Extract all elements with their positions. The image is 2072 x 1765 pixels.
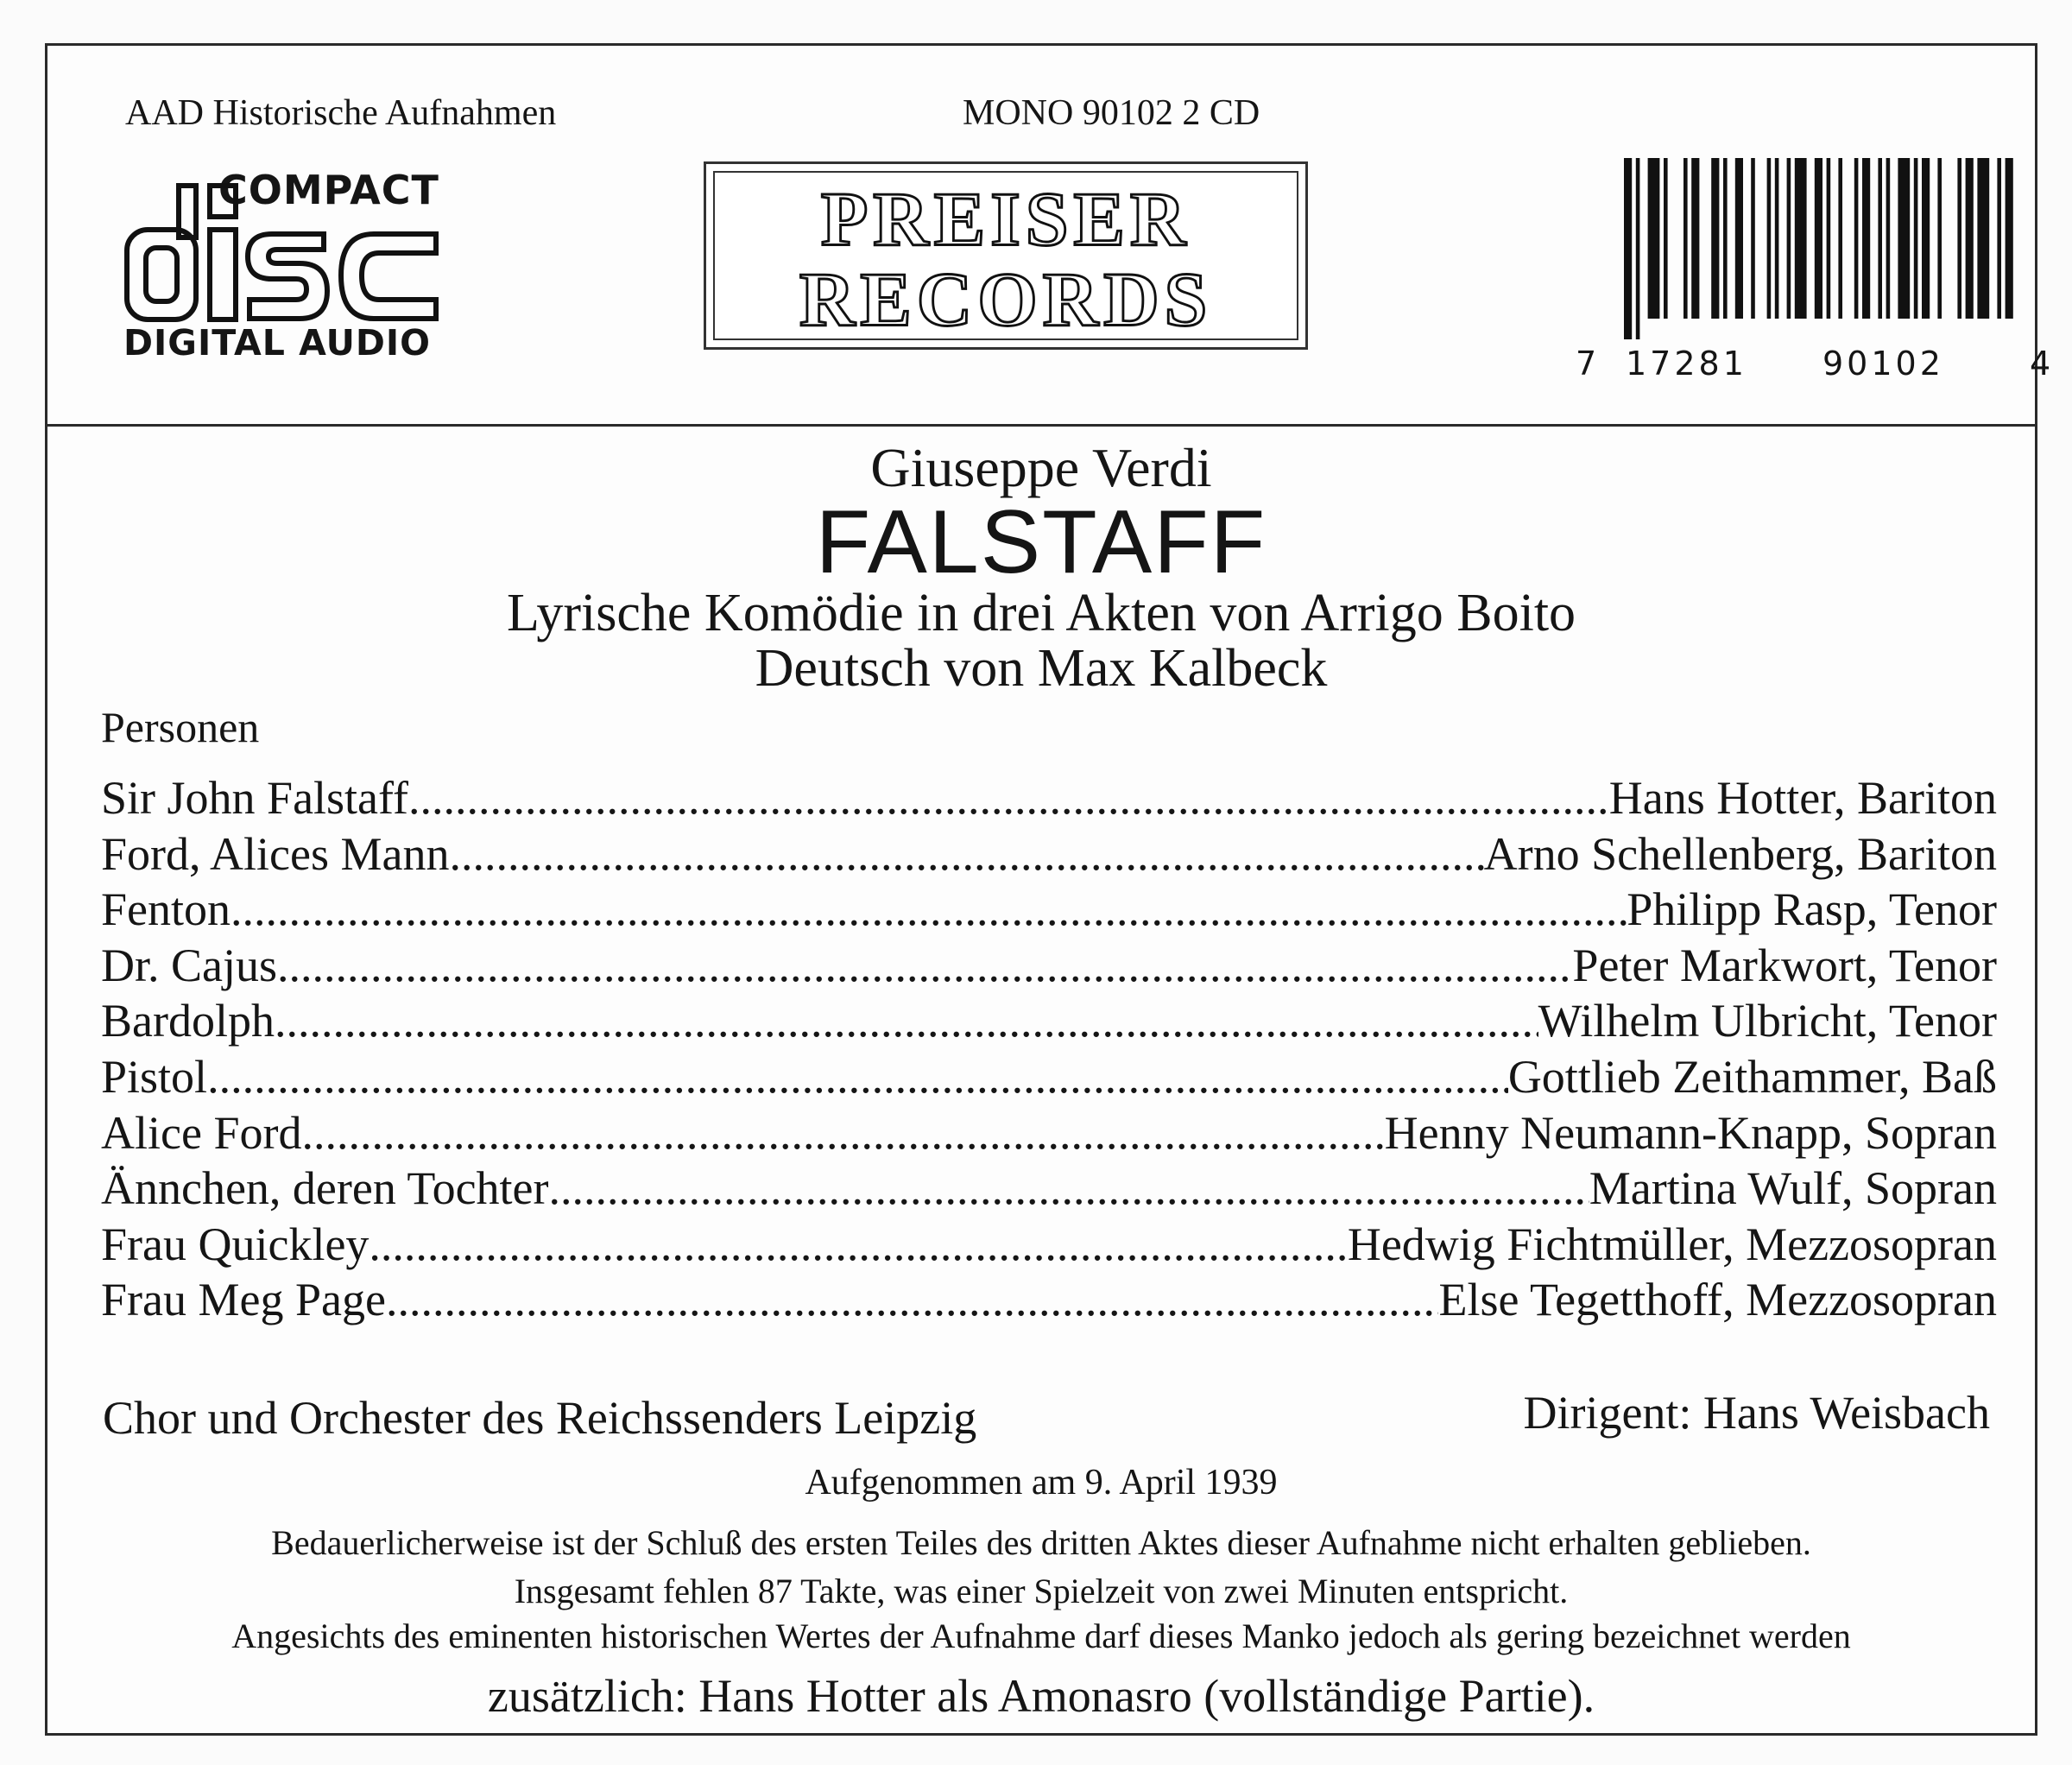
cast-row [101, 1106, 1997, 1162]
translation-credit: Deutsch von Max Kalbeck [755, 639, 1328, 698]
catalog-number: MONO 90102 2 CD [963, 93, 1260, 133]
barcode-bar [1735, 158, 1743, 319]
barcode-bar [1997, 158, 2001, 319]
barcode-bars [1576, 158, 2050, 339]
cast-row [101, 827, 1997, 883]
logo-line-preiser: PREISER [820, 176, 1191, 263]
barcode-bar [2006, 158, 2013, 319]
composer: Giuseppe Verdi [870, 437, 1212, 498]
barcode-bar [1711, 158, 1719, 319]
cast-list [101, 771, 1997, 1329]
barcode-bar [1815, 158, 1822, 319]
cast-row [101, 939, 1997, 995]
cast-role: Alice Ford [101, 1106, 302, 1159]
cast-role: Ännchen, deren Tochter [101, 1162, 549, 1215]
cast-role: Bardolph [101, 995, 275, 1047]
barcode-bar [1636, 158, 1640, 339]
cast-row [101, 882, 1997, 939]
barcode-bar [1966, 158, 1974, 319]
cast-singer: Wilhelm Ulbricht, Tenor [1538, 995, 1997, 1047]
cast-heading: Personen [101, 703, 260, 751]
cast-row [101, 1273, 1997, 1329]
barcode-bar [1648, 158, 1660, 319]
cast-role: Dr. Cajus [101, 939, 278, 991]
cast-singer: Martina Wulf, Sopran [1589, 1162, 1997, 1215]
barcode-bar [1795, 158, 1807, 319]
barcode-bar [1914, 158, 1918, 319]
barcode-bar [1624, 158, 1632, 339]
barcode [1576, 158, 2050, 387]
bonus-note: zusätzlich: Hans Hotter als Amonasro (vollständige Partie). [487, 1670, 1595, 1722]
header-divider [47, 424, 2035, 427]
series-label: AAD Historische Aufnahmen [125, 93, 557, 133]
barcode-bar [1767, 158, 1772, 319]
conductor-credit: Dirigent: Hans Weisbach [1523, 1387, 1990, 1439]
preiser-records-logo [704, 161, 1308, 350]
cd-logo-compact-text: COMPACT [218, 167, 439, 213]
barcode-first-digit: 7 [1576, 345, 1597, 383]
barcode-bar [1723, 158, 1728, 319]
opera-title: FALSTAFF [815, 492, 1267, 592]
barcode-bar [1751, 158, 1755, 319]
barcode-bar [1922, 158, 1930, 319]
note-line-3: Angesichts des eminenten historischen Wertes der Aufnahme darf dieses Manko jedoch als gering bezeichnet werden [231, 1616, 1851, 1655]
barcode-group-1: 17281 [1626, 345, 1747, 383]
cast-role: Frau Quickley [101, 1218, 370, 1270]
barcode-bar [1862, 158, 1870, 319]
barcode-bar [1854, 158, 1859, 319]
cast-role: Sir John Falstaff [101, 772, 409, 824]
recording-date: Aufgenommen am 9. April 1939 [805, 1463, 1278, 1502]
barcode-bar [1886, 158, 1891, 319]
opera-subtitle: Lyrische Komödie in drei Akten von Arrigo Boito [506, 584, 1576, 642]
barcode-bar [1684, 158, 1688, 319]
barcode-bar [1787, 158, 1791, 319]
barcode-bar [1977, 158, 1989, 319]
cast-singer: Philipp Rasp, Tenor [1627, 883, 1997, 936]
cast-singer: Peter Markwort, Tenor [1572, 939, 1997, 991]
cast-singer: Else Tegetthoff, Mezzosopran [1438, 1274, 1997, 1326]
barcode-bar [1838, 158, 1842, 319]
barcode-bar [1898, 158, 1910, 319]
barcode-group-2: 90102 [1822, 345, 1944, 383]
cast-row [101, 1050, 1997, 1106]
cast-row [101, 771, 1997, 827]
cast-role: Ford, Alices Mann [101, 827, 450, 880]
barcode-bar [1775, 158, 1779, 319]
barcode-bar [1827, 158, 1831, 319]
cast-role: Pistol [101, 1050, 208, 1103]
compact-disc-logo [123, 167, 443, 370]
cast-singer: Gottlieb Zeithammer, Baß [1507, 1050, 1997, 1103]
cast-row [101, 1161, 1997, 1218]
cast-role: Fenton [101, 883, 231, 936]
barcode-last-digit: 4 [2030, 345, 2051, 383]
cd-logo-digital-audio-text: DIGITAL AUDIO [123, 322, 432, 364]
note-line-2: Insgesamt fehlen 87 Takte, was einer Spielzeit von zwei Minuten entspricht. [514, 1572, 1569, 1610]
cd-logo-disc-word [123, 182, 443, 325]
barcode-bar [1691, 158, 1699, 319]
barcode-bar [1957, 158, 1961, 319]
cast-singer: Hedwig Fichtmüller, Mezzosopran [1347, 1218, 1997, 1270]
ensemble-credit: Chor und Orchester des Reichssenders Leipzig [103, 1392, 977, 1444]
barcode-bar [1878, 158, 1882, 319]
cast-singer: Arno Schellenberg, Bariton [1483, 827, 1997, 880]
barcode-bar [1937, 158, 1942, 319]
cast-role: Frau Meg Page [101, 1274, 386, 1326]
note-line-1: Bedauerlicherweise ist der Schluß des ersten Teiles des dritten Aktes dieser Aufnahme nicht erhalten geblieben. [271, 1523, 1811, 1562]
barcode-bar [1664, 158, 1668, 319]
cast-row [101, 994, 1997, 1050]
logo-line-records: RECORDS [799, 256, 1213, 343]
cd-back-cover [45, 43, 2051, 1736]
cast-singer: Henny Neumann-Knapp, Sopran [1384, 1106, 1997, 1159]
cast-row [101, 1218, 1997, 1274]
cast-singer: Hans Hotter, Bariton [1608, 772, 1997, 824]
